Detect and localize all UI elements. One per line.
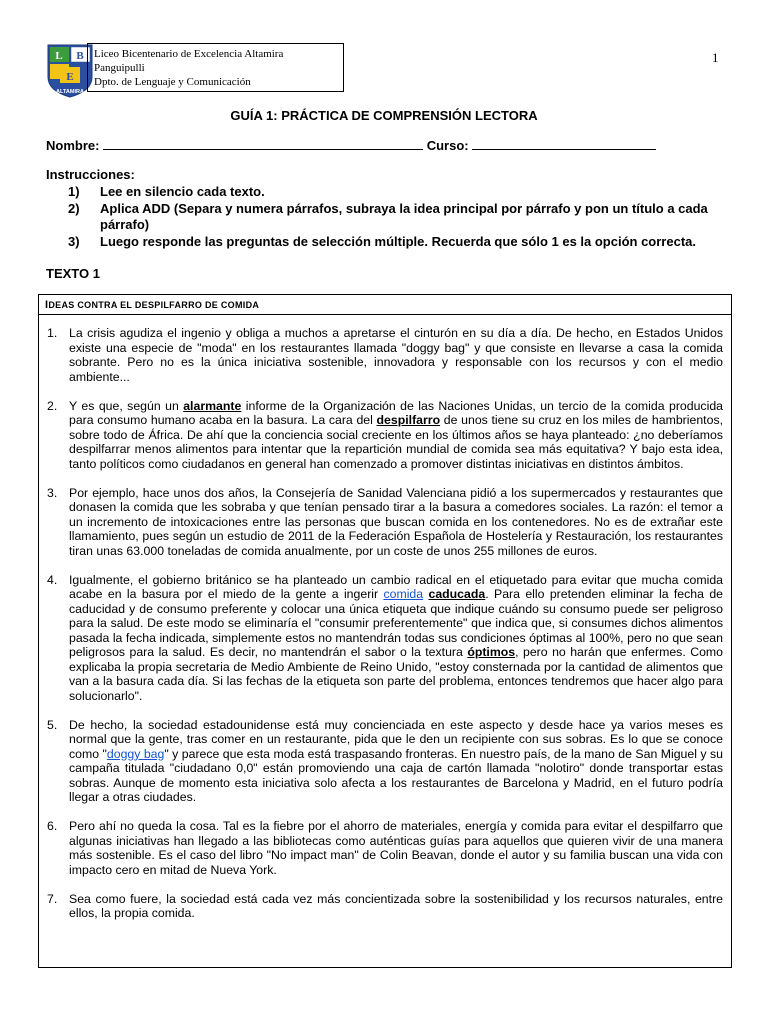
school-info-box: [87, 43, 344, 92]
highlighted-word: caducada: [428, 587, 486, 601]
doggy-bag-link[interactable]: doggy bag: [106, 746, 165, 761]
paragraph-list: [47, 326, 723, 935]
paragraph-text: [69, 399, 723, 472]
instruction-number: 2): [68, 201, 80, 216]
paragraph-number: 5.: [47, 717, 58, 732]
paragraph-text: [69, 486, 723, 559]
paragraph-text-run: La crisis agudiza el ingenio y obliga a muchos a apretarse el cinturón en su día a día. De hecho, en Estados Unidos existe una especie de "moda" en los restaurantes llamada "doggy bag" y que consiste en llevarse a casa la comida sobrante. Pero no es la única iniciativa sostenible, innovadora y responsable con los recursos y con el medio ambiente...: [69, 326, 723, 384]
instructions-list: [46, 184, 726, 251]
instruction-item: [46, 201, 726, 233]
instruction-number: 1): [68, 184, 80, 199]
reading-title: [45, 299, 259, 311]
paragraph-text-run: Igualmente, el gobierno británico se ha planteado un cambio radical en el etiquetado para evitar que mucha comida acabe en la basura por el miedo de la gente a ingerir: [69, 572, 723, 601]
paragraph-text-run: De hecho, la sociedad estadounidense está muy concienciada en este aspecto y desde hace ya varios meses es normal que la gente, tras comer en un restaurante, pida que le den un recipiente con sus sobras. Es lo que se conoce como ": [69, 717, 723, 761]
section-label: TEXTO 1: [46, 266, 100, 281]
highlighted-word: óptimos: [467, 645, 516, 659]
comida-link[interactable]: comida: [383, 587, 424, 601]
paragraph-number: 7.: [47, 891, 58, 906]
paragraph-text-run: Y es que, según un: [69, 398, 184, 413]
paragraph: [47, 399, 723, 472]
instruction-text: Luego responde las preguntas de selección múltiple. Recuerda que sólo 1 es la opción correcta.: [100, 234, 697, 249]
paragraph-text-run: , pero no harán que enfermes. Como explicaba la propia secretaria de Medio Ambiente de Reino Unido, "estoy consternada por la cantidad de alimentos que van a la basura cada día. Si las fechas de la etiqueta son parte del problema, entonces tendremos que hacer algo para solucionarlo".: [69, 645, 724, 703]
instruction-text: Lee en silencio cada texto.: [100, 184, 265, 199]
paragraph-text-run: " y parece que esta moda está traspasando fronteras. En nuestro país, de la mano de San Miguel y su campaña titulada "ciudadano 0,0" están promoviendo una caja de cartón llamada "nolotiro" donde transportar estas sobras. Aunque de momento esta iniciativa solo afecta a los restaurantes de Barcelona y Madrid, en el futuro podría llegar a otras ciudades.: [69, 746, 723, 804]
highlighted-word: despilfarro: [376, 413, 441, 427]
paragraph-text-run: Por ejemplo, hace unos dos años, la Consejería de Sanidad Valenciana pidió a los supermercados y restaurantes que donasen la comida que les sobraba y que tenían pensado tirar a la basura a comedores sociales. La razón: el temor a un incremento de intoxicaciones entre las personas que buscan comida en los contenedores. No es de extrañar este llamamiento, pues según un estudio de 2011 de la Federación Española de Hostelería y Restauración, los restaurantes tiran unas 63.000 toneladas de comida anualmente, por un coste de unos 255 millones de euros.: [69, 485, 723, 558]
paragraph-text-run: informe de la Organización de las Naciones Unidas, un tercio de la comida producida para consumo humano acaba en la basura. La cara del: [69, 398, 723, 427]
paragraph-text-run: . Para ello pretenden eliminar la fecha de caducidad y de consumo preferente y colocar una única etiqueta que indique cuándo su consumo puede ser peligroso para la salud. De este modo se eliminaría el "consumir preferentemente" que indica que, si consumes dichos alimentos pasada la fecha indicada, simplemente estos no mantendrán todas sus condiciones óptimas al 100%, pero no que sean peligrosos para la salud. Es decir, no mantendrán el sabor o la textura: [69, 587, 723, 659]
paragraph-text-run: Pero ahí no queda la cosa. Tal es la fiebre por el ahorro de materiales, energía y comida para evitar el despilfarro que algunas iniciativas han llegado a las bibliotecas como auténticas guías para aquellos que quieren vivir de una manera más sostenible. Es el caso del libro "No impact man" de Colin Beavan, donde el autor y su familia buscan una vida con impacto cero en mitad de Nueva York.: [69, 819, 723, 877]
paragraph-text: [69, 819, 723, 877]
school-department: Dpto. de Lenguaje y Comunicación: [94, 76, 251, 88]
paragraph-text: [69, 718, 723, 805]
reading-title-rest: DEAS CONTRA EL DESPILFARRO DE COMIDA: [48, 300, 260, 310]
paragraph: [47, 486, 723, 559]
title-divider: [39, 314, 731, 315]
paragraph-number: 6.: [47, 819, 58, 833]
paragraph: [47, 326, 723, 384]
name-field[interactable]: [103, 137, 423, 150]
paragraph-text: [69, 892, 723, 921]
page-title: GUÍA 1: PRÁCTICA DE COMPRENSIÓN LECTORA: [230, 108, 538, 123]
paragraph-text: [69, 326, 723, 384]
paragraph-number: 4.: [47, 572, 58, 587]
course-field[interactable]: [472, 137, 656, 150]
paragraph: [47, 573, 723, 704]
page-number: 1: [712, 50, 719, 65]
instruction-text: Aplica ADD (Separa y numera párrafos, subraya la idea principal por párrafo y pon un título a cada párrafo): [100, 201, 708, 232]
logo-letter-b: B: [76, 50, 84, 62]
name-label: Nombre:: [46, 138, 100, 153]
instruction-number: 3): [68, 234, 80, 249]
paragraph-text-run: de unos tiene su cruz en los miles de hambrientos, sobre todo de África. De ahí que la conciencia social creciente en los últimos años se haya planteado: ¿no deberíamos despilfarrar menos alimentos para intentar que la repartición mundial de comida sea más equitativa? Y bajo esta idea, tanto políticos como ciudadanos en general han comenzado a promover distintas iniciativas en distintos ámbitos.: [69, 413, 724, 471]
logo-letter-l: L: [55, 50, 63, 62]
logo-text: ALTAMIRA: [56, 89, 84, 95]
paragraph-text: [69, 573, 723, 704]
paragraph-number: 2.: [47, 398, 58, 413]
instruction-item: [46, 184, 726, 200]
reading-box: [38, 294, 732, 968]
course-label: Curso:: [426, 138, 469, 153]
instruction-item: [46, 234, 726, 250]
school-name: Liceo Bicentenario de Excelencia Altamira: [94, 48, 284, 60]
highlighted-word: alarmante: [183, 398, 242, 413]
paragraph-number: 3.: [47, 485, 58, 500]
student-form: [46, 137, 656, 153]
logo-letter-e: E: [66, 71, 74, 83]
paragraph-text-run: Sea como fuere, la sociedad está cada vez más concientizada sobre la sostenibilidad y los recursos naturales, entre ellos, la propia comida.: [69, 891, 723, 920]
reading-title-initial: I: [45, 299, 49, 311]
paragraph: [47, 718, 723, 805]
paragraph: [47, 892, 723, 921]
instructions-heading: Instrucciones:: [46, 167, 135, 182]
paragraph-number: 1.: [47, 326, 58, 340]
school-city: Panguipulli: [94, 62, 145, 74]
paragraph: [47, 819, 723, 877]
